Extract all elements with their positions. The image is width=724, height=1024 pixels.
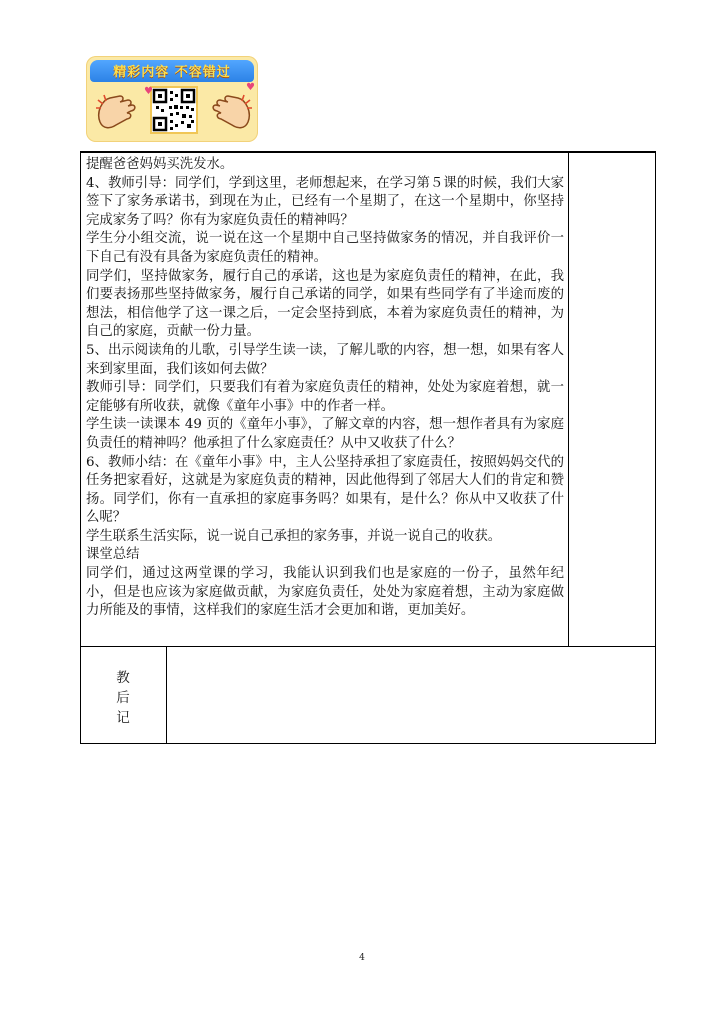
content-paragraph: 学生分小组交流，说一说在这一个星期中自己坚持做家务的情况，并自我评价一下自己有没有具备为家庭负责任的精神。 <box>86 231 564 265</box>
content-paragraph: 同学们，通过这两堂课的学习，我能认识到我们也是家庭的一份子，虽然年纪小，但是也应该为家庭做贡献，为家庭负责任，处处为家庭着想，主动为家庭做力所能及的事情，这样我们的家庭生活才会更加和谐，更加美好。 <box>86 566 564 619</box>
content-paragraph: 6、教师小结：在《童年小事》中，主人公坚持承担了家庭责任，按照妈妈交代的任务把家看好，这就是为家庭负责的精神，因此他得到了邻居大人们的肯定和赞扬。同学们，你有一直承担的家庭事务吗？如果有，是什么？你从中又收获了什么呢？ <box>86 454 564 526</box>
qr-code-image <box>150 86 198 134</box>
table-column-divider <box>568 152 569 646</box>
content-paragraph: 5、出示阅读角的儿歌，引导学生读一读，了解儿歌的内容，想一想，如果有客人来到家里面，我们该如何去做？ <box>86 342 564 377</box>
section-heading: 课堂总结 <box>86 547 140 563</box>
heart-icon: ♥ <box>144 86 153 97</box>
page-number: 4 <box>359 953 365 963</box>
reflection-notes-cell[interactable] <box>167 647 655 743</box>
promo-banner[interactable] <box>86 56 258 142</box>
reflection-label-char: 后 <box>116 690 130 706</box>
reflection-label-cell <box>80 646 166 744</box>
content-paragraph: 同学们，坚持做家务，履行自己的承诺，这也是为家庭负责任的精神，在此，我们要表扬那些坚持做家务，履行自己承诺的同学，如果有些同学有了半途而废的想法，相信他学了这一课之后，一定会坚持到底，本着为家庭负责任的精神，为自己的家庭，贡献一份力量。 <box>86 268 564 340</box>
content-paragraph: 提醒爸爸妈妈买洗发水。 <box>86 157 234 172</box>
content-paragraph: 学生联系生活实际，说一说自己承担的家务事，并说一说自己的收获。 <box>86 528 502 544</box>
content-paragraph: 教师引导：同学们，只要我们有着为家庭负责任的精神，处处为家庭着想，就一定能够有所收获，就像《童年小事》中的作者一样。 <box>86 380 564 414</box>
banner-title: 精彩内容 不容错过 <box>113 65 231 80</box>
banner-header <box>90 60 254 82</box>
clapping-hands-icon <box>94 92 140 136</box>
content-paragraph: 学生读一读课本 49 页的《童年小事》，了解文章的内容，想一想作者具有为家庭负责任的精神吗？他承担了什么家庭责任？从中又收获了什么？ <box>86 417 564 451</box>
reflection-label-char: 教 <box>116 670 130 686</box>
heart-icon: ♥ <box>246 82 255 93</box>
clapping-hands-icon <box>208 92 254 136</box>
lesson-content <box>86 156 564 621</box>
content-paragraph: 4、教师引导：同学们，学到这里，老师想起来，在学习第５课的时候，我们大家签下了家务承诺书，到现在为止，已经有一个星期了，在这一个星期中，你坚持完成家务了吗？你有为家庭负责任的精神吗？ <box>86 175 564 228</box>
reflection-label-char: 记 <box>116 710 130 726</box>
